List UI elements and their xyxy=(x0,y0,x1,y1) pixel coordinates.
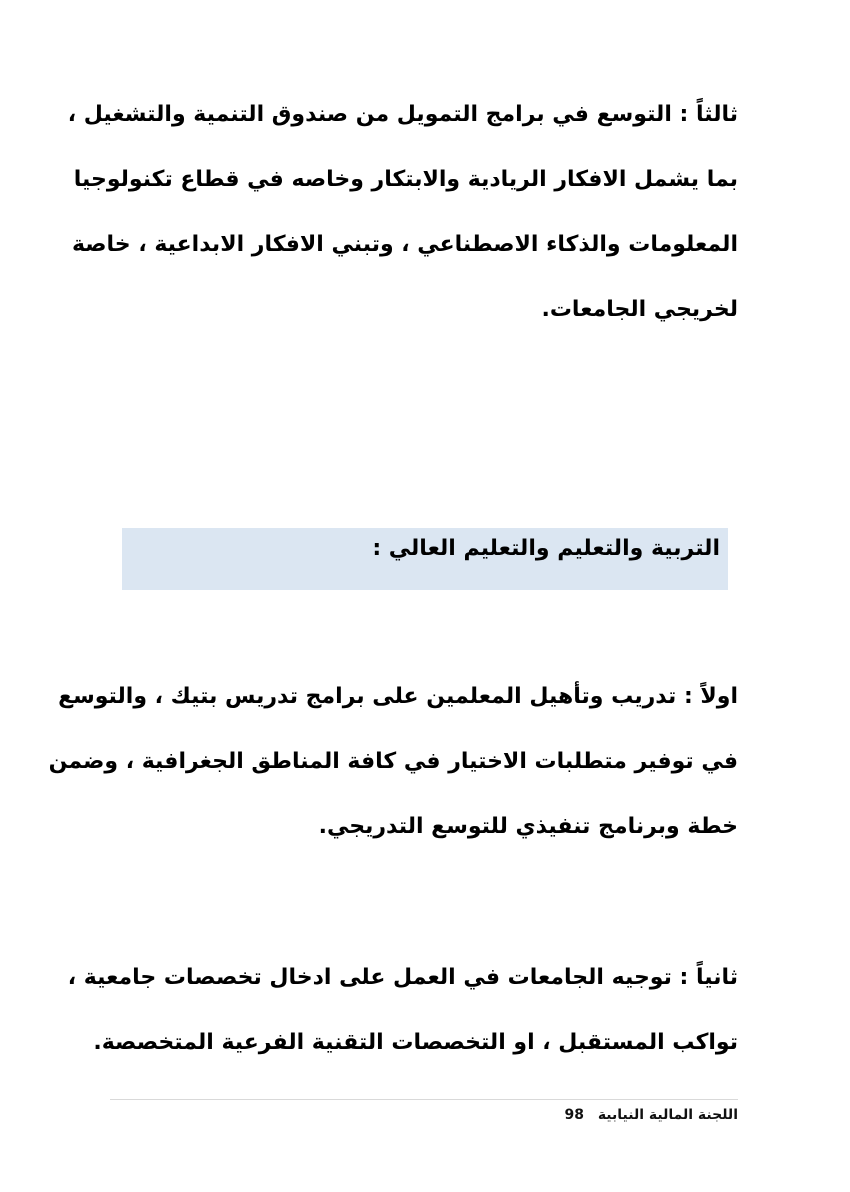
paragraph-secondly xyxy=(67,945,738,1075)
section-heading-education xyxy=(122,528,728,590)
paragraph-line: اولاً : تدريب وتأهيل المعلمين على برامج تدريس بتيك ، والتوسع xyxy=(58,684,738,709)
paragraph-line: المعلومات والذكاء الاصطناعي ، وتبني الافكار الابداعية ، خاصة xyxy=(71,232,738,257)
paragraph-line: لخريجي الجامعات. xyxy=(541,297,738,322)
paragraph-line: في توفير متطلبات الاختيار في كافة المناطق الجغرافية ، وضمن xyxy=(48,749,738,774)
page-footer xyxy=(110,1099,738,1127)
paragraph-line: ثانياً : توجيه الجامعات في العمل على ادخال تخصصات جامعية ، xyxy=(67,965,738,990)
page-number: 98 xyxy=(564,1107,584,1123)
paragraph-firstly xyxy=(48,664,738,859)
paragraph-line: بما يشمل الافكار الريادية والابتكار وخاصه في قطاع تكنولوجيا xyxy=(73,167,738,192)
paragraph-line: خطة وبرنامج تنفيذي للتوسع التدريجي. xyxy=(318,814,738,839)
paragraph-line: ثالثاً : التوسع في برامج التمويل من صندوق التنمية والتشغيل ، xyxy=(67,102,738,127)
section-heading-text: التربية والتعليم والتعليم العالي : xyxy=(372,536,720,561)
paragraph-line: تواكب المستقبل ، او التخصصات التقنية الفرعية المتخصصة. xyxy=(93,1030,738,1055)
footer-committee-label: اللجنة المالية النيابية xyxy=(597,1107,738,1123)
paragraph-thirdly xyxy=(67,82,738,342)
